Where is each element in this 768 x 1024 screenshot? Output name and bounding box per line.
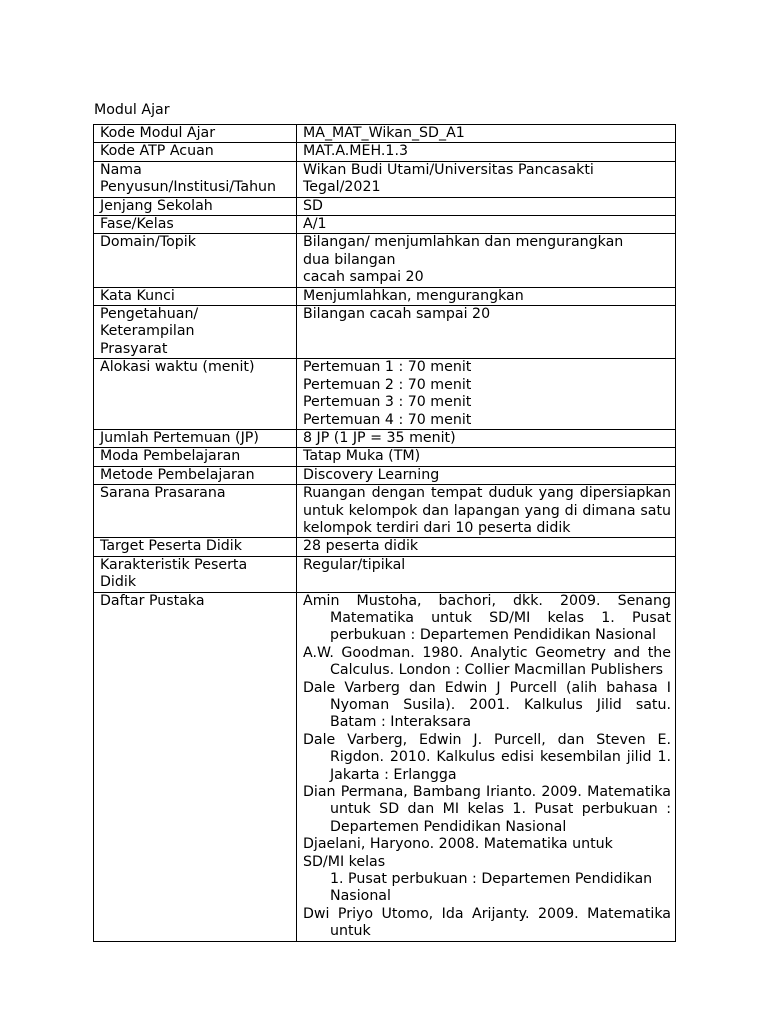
table-row xyxy=(94,287,676,305)
table-row xyxy=(94,448,676,466)
row-label: Sarana Prasarana xyxy=(94,485,297,538)
row-value: Regular/tipikal xyxy=(297,556,676,592)
label-line: Pengetahuan/ xyxy=(100,306,199,323)
reference-entry: A.W. Goodman. 1980. Analytic Geometry and the Calculus. London : Collier Macmillan Publishers xyxy=(303,644,671,679)
row-value: Menjumlahkan, mengurangkan xyxy=(297,287,676,305)
reference-entry-continued: 1. Pusat perbukuan : Departemen Pendidikan Nasional xyxy=(330,871,653,905)
row-value: 28 peserta didik xyxy=(297,538,676,556)
row-label: Jumlah Pertemuan (JP) xyxy=(94,429,297,447)
row-value xyxy=(297,161,676,197)
reference-entry-continued: SD/MI kelas xyxy=(303,853,386,870)
table-row xyxy=(94,216,676,234)
row-value: Tatap Muka (TM) xyxy=(297,448,676,466)
row-label: Domain/Topik xyxy=(94,234,297,287)
value-line: Tegal/2021 xyxy=(303,179,381,196)
value-line: Pertemuan 2 : 70 menit xyxy=(303,376,472,393)
row-value: SD xyxy=(297,197,676,215)
table-row xyxy=(94,234,676,287)
reference-list xyxy=(297,592,676,941)
label-line: Nama xyxy=(100,161,142,178)
table-row xyxy=(94,485,676,538)
value-line: Wikan Budi Utami/Universitas Pancasakti xyxy=(303,161,594,178)
value-line: Pertemuan 3 : 70 menit xyxy=(303,394,472,411)
row-value: 8 JP (1 JP = 35 menit) xyxy=(297,429,676,447)
row-value: Ruangan dengan tempat duduk yang dipersiapkan untuk kelompok dan lapangan yang di dimana satu kelompok terdiri dari 10 peserta didik xyxy=(297,485,676,538)
row-label xyxy=(94,556,297,592)
document-heading: Modul Ajar xyxy=(94,102,170,118)
label-line: Didik xyxy=(100,574,137,591)
table-row xyxy=(94,197,676,215)
table-row xyxy=(94,556,676,592)
row-label xyxy=(94,306,297,359)
label-line: Penyusun/Institusi/Tahun xyxy=(100,179,277,196)
reference-entry: Dian Permana, Bambang Irianto. 2009. Matematika untuk SD dan MI kelas 1. Pusat perbukuan : Departemen Pendidikan Nasional xyxy=(303,784,671,835)
row-value: Discovery Learning xyxy=(297,466,676,484)
row-value xyxy=(297,359,676,430)
row-value xyxy=(297,234,676,287)
table-row xyxy=(94,125,676,143)
row-value: Bilangan cacah sampai 20 xyxy=(297,306,676,359)
table-row xyxy=(94,161,676,197)
value-line: cacah sampai 20 xyxy=(303,269,424,286)
row-value: MAT.A.MEH.1.3 xyxy=(297,143,676,161)
row-label: Fase/Kelas xyxy=(94,216,297,234)
value-line: Bilangan/ menjumlahkan dan mengurangkan xyxy=(303,234,624,251)
table-row xyxy=(94,592,676,941)
value-line: Pertemuan 1 : 70 menit xyxy=(303,359,472,376)
row-label: Moda Pembelajaran xyxy=(94,448,297,466)
reference-entry: Amin Mustoha, bachori, dkk. 2009. Senang Matematika untuk SD/MI kelas 1. Pusat perbukuan : Departemen Pendidikan Nasional xyxy=(303,592,671,644)
table-row xyxy=(94,143,676,161)
row-label: Kode ATP Acuan xyxy=(94,143,297,161)
table-row xyxy=(94,306,676,359)
row-label: Target Peserta Didik xyxy=(94,538,297,556)
label-line: Prasyarat xyxy=(100,340,168,357)
row-label: Daftar Pustaka xyxy=(94,592,297,941)
row-label: Jenjang Sekolah xyxy=(94,197,297,215)
label-line: Keterampilan xyxy=(100,323,195,340)
table-row xyxy=(94,359,676,430)
row-value: A/1 xyxy=(297,216,676,234)
row-value: MA_MAT_Wikan_SD_A1 xyxy=(297,125,676,143)
value-line: dua bilangan xyxy=(303,251,396,268)
row-label: Kode Modul Ajar xyxy=(94,125,297,143)
row-label: Alokasi waktu (menit) xyxy=(94,359,297,430)
table-row xyxy=(94,429,676,447)
value-line: Pertemuan 4 : 70 menit xyxy=(303,411,472,428)
reference-entry: Dale Varberg dan Edwin J Purcell (alih bahasa I Nyoman Susila). 2001. Kalkulus Jilid satu. Batam : Interaksara xyxy=(303,679,671,731)
label-line: Karakteristik Peserta xyxy=(100,556,248,573)
table-row xyxy=(94,538,676,556)
reference-entry: Djaelani, Haryono. 2008. Matematika untuk xyxy=(303,836,613,853)
row-label xyxy=(94,161,297,197)
reference-entry: Dwi Priyo Utomo, Ida Arijanty. 2009. Matematika untuk xyxy=(303,905,671,940)
row-label: Kata Kunci xyxy=(94,287,297,305)
reference-entry: Dale Varberg, Edwin J. Purcell, dan Steven E. Rigdon. 2010. Kalkulus edisi kesembilan jilid 1. Jakarta : Erlangga xyxy=(303,731,671,783)
table-row xyxy=(94,466,676,484)
row-label: Metode Pembelajaran xyxy=(94,466,297,484)
module-info-table xyxy=(93,124,676,942)
